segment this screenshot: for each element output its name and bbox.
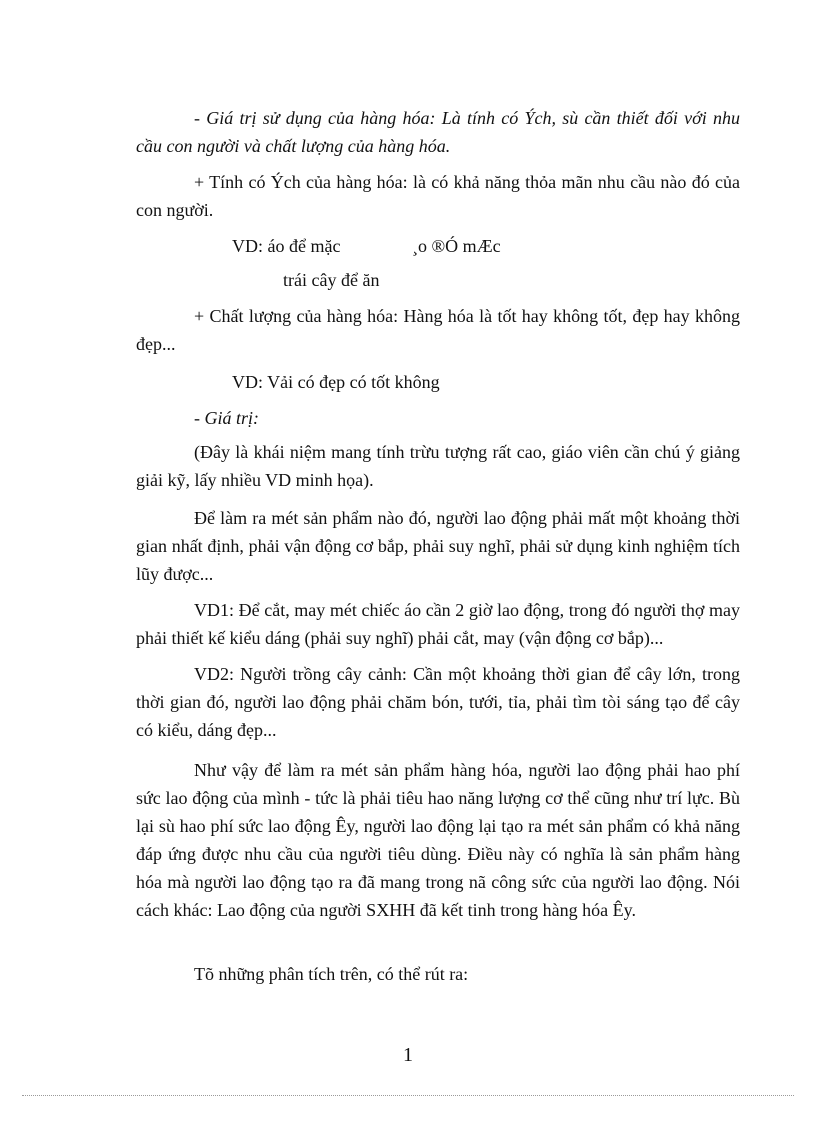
paragraph-vd2: VD2: Người trồng cây cảnh: Cần một khoảng thời gian để cây lớn, trong thời gian đó, người lao động phải chăm bón, tưới, tỉa, phải tìm tòi sáng tạo để cây có kiểu, dáng đẹp... bbox=[136, 664, 740, 740]
paragraph-use-value: - Giá trị sử dụng của hàng hóa: Là tính có Ých, sù cần thiết đối với nhu cầu con người và chất lượng của hàng hóa. bbox=[136, 108, 740, 156]
example-1-text: áo để mặc bbox=[267, 236, 341, 256]
paragraph-conclusion: Như vậy để làm ra mét sản phẩm hàng hóa, người lao động phải hao phí sức lao động của mình - tức là phải tiêu hao năng lượng cơ thể cũng như trí lực. Bù lại sù hao phí sức lao động Êy, người lao động lại tạo ra mét sản phẩm có khả năng đáp ứng được nhu cầu của người tiêu dùng. Điều này có nghĩa là sản phẩm hàng hóa mà người lao động tạo ra đã mang trong nã công sức của người lao động. Nói cách khác: Lao động của người SXHH đã kết tinh trong hàng hóa Êy. bbox=[136, 760, 740, 920]
footer-divider bbox=[22, 1095, 794, 1096]
value-heading: - Giá trị: bbox=[194, 408, 259, 428]
page-number: 1 bbox=[403, 1044, 413, 1066]
paragraph-usefulness: + Tính có Ých của hàng hóa: là có khả năng thỏa mãn nhu cầu nào đó của con người. bbox=[136, 172, 740, 220]
example-1-garbled: ¸o ®Ó mÆc bbox=[412, 236, 501, 256]
example-label: VD: bbox=[232, 236, 263, 256]
paragraph-vd1: VD1: Để cắt, may mét chiếc áo cần 2 giờ lao động, trong đó người thợ may phải thiết kế kiểu dáng (phải suy nghĩ) phải cắt, may (vận động cơ bắp)... bbox=[136, 600, 740, 648]
example-2: trái cây để ăn bbox=[283, 270, 380, 290]
paragraph-labor: Để làm ra mét sản phẩm nào đó, người lao động phải mất một khoảng thời gian nhất định, phải vận động cơ bắp, phải suy nghĩ, phải sử dụng kinh nghiệm tích lũy được... bbox=[136, 508, 740, 584]
paragraph-quality: + Chất lượng của hàng hóa: Hàng hóa là tốt hay không tốt, đẹp hay không đẹp... bbox=[136, 306, 740, 354]
paragraph-analysis: Tõ những phân tích trên, có thể rút ra: bbox=[194, 964, 469, 984]
example-3: VD: Vải có đẹp có tốt không bbox=[232, 372, 440, 392]
paragraph-note: (Đây là khái niệm mang tính trừu tượng rất cao, giáo viên cần chú ý giảng giải kỹ, lấy nhiều VD minh họa). bbox=[136, 442, 740, 490]
example-1 bbox=[232, 232, 340, 260]
